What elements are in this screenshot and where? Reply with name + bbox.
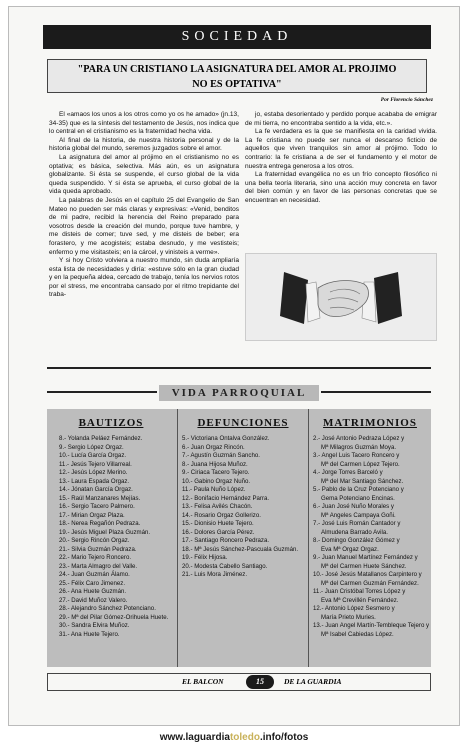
list-item: 18.- Nerea Regañón Pedraza. [59, 520, 141, 527]
article-title-line1: "PARA UN CRISTIANO LA ASIGNATURA DEL AMOR AL PROJIMO [77, 64, 397, 75]
matrimonios-heading: MATRIMONIOS [323, 417, 417, 429]
defunciones-items [178, 435, 308, 580]
list-item: 9.- Ciriaca Tacero Tejero. [182, 469, 250, 476]
list-item: 12.- Antonio López Sesmero y [313, 605, 395, 612]
article-paragraph: La fraternidad evangélica no es un frío concepto filosófico ni una bella teoría literaria, sino una acción muy concreta en favor del bien común y en favor de las personas concretas que se encuentran en necesidad. [245, 171, 437, 204]
bautizos-items [47, 435, 175, 639]
list-item: 11.- Juan Cristóbal Torres López y [313, 588, 406, 595]
article-author: Por Florencio Sánchez [380, 97, 433, 103]
list-item: 19.- Félix Hijosa. [182, 554, 228, 561]
website-watermark [0, 732, 468, 743]
watermark-part2: toledo [229, 732, 260, 743]
list-item: 5.- Victoriana Ontalva González. [182, 435, 270, 442]
list-item: 19.- Jesús Miguel Plaza Guzmán. [59, 528, 151, 536]
article-paragraph: Y si hoy Cristo volviera a nuestro mundo, sin duda ampliaría esta lista de necesidades y diría: «estuve sólo en la gran ciudad y en la pequeña aldea, cercado de trabajo, tenía los nervios rotos por el stress, me encontraba cansado por el ritmo trepidante del traba- [49, 257, 239, 299]
list-item: 24.- Juan Guzmán Álamo. [59, 571, 130, 578]
magazine-page [8, 6, 460, 726]
bautizos-heading: BAUTIZOS [78, 417, 144, 429]
list-item: 20.- Modesta Cabello Santiago. [182, 562, 268, 570]
list-item: 9.- Sergio López Orgaz. [59, 443, 124, 451]
page-number-badge: 15 [246, 675, 274, 689]
article-paragraph: La asignatura del amor al prójimo en el cristianismo no es optativa; es básica, selectiva. Más aún, es un asignatura globalizante. Si ésta se suspende, el curso global de la vida queda suspendido. Y si ésta se aprueba, el curso global de la vida queda aprobado. [49, 153, 239, 196]
list-item: 8.- Juana Hijosa Muñoz. [182, 460, 248, 468]
article-paragraph: La palabras de Jesús en el capítulo 25 del Evangelio de San Mateo no pueden ser más claras y expresivas: «Venid, benditos de mi padre, recibid la herencia del Reino preparado para vosotros desde la creación del mundo, porque tuve hambre, y me disteis de comer; tuve sed, y me disteis de beber; era forastero, y me acogisteis; estaba desnudo, y me vestisteis; enfermo y me visitasteis; en la cárcel, y vinisteis a verme». [49, 196, 239, 256]
list-item: 22.- Mario Tejero Roncero. [59, 554, 132, 561]
list-item: 27.- David Muñoz Valero. [59, 596, 128, 604]
list-item: 4.- Jorge Torres Barceló y [313, 469, 383, 476]
watermark-part1: www.laguardia [159, 732, 230, 743]
list-item: 7.- José Luis Román Cantador y [313, 520, 401, 527]
list-item: Eva Mª Crevillén Fernández. [321, 596, 399, 604]
list-item: 10.- Gabino Orgaz Nuño. [182, 477, 251, 485]
watermark-part3: .info/fotos [259, 732, 309, 743]
list-item: 14.- Jónatan García Orgaz. [59, 486, 133, 493]
list-item: 31.- Ana Huete Tejero. [59, 630, 120, 638]
list-item: 2.- José Antonio Pedraza López y [313, 435, 405, 442]
divider [321, 391, 431, 393]
list-item: Mª del Mar Santiago Sánchez. [321, 477, 404, 485]
list-item: 9.- Juan Manuel Martínez Fernández y [313, 554, 418, 561]
list-item: 21.- Silvia Guzmán Pedraza. [59, 545, 137, 553]
matrimonios-items [309, 435, 431, 639]
list-item: 20.- Sergio Rincón Orgaz. [59, 537, 130, 544]
list-item: 25.- Félix Caro Jimenez. [59, 579, 126, 587]
article-title-line2: NO ES OPTATIVA" [192, 79, 282, 90]
defunciones-heading: DEFUNCIONES [197, 417, 289, 429]
list-item: Eva Mª Orgaz Orgaz. [321, 545, 379, 553]
list-item: 13.- Felisa Avilés Chacón. [182, 503, 253, 510]
list-item: 7.- Agustín Guzmán Sancho. [182, 452, 260, 459]
bautizos-list [47, 409, 175, 667]
list-item: 18.- Mª Jesús Sánchez-Pascuala Guzmán. [182, 545, 299, 553]
list-item: 23.- Marta Almagro del Valle. [59, 562, 138, 570]
list-item: 28.- Alejandro Sánchez Potenciano. [59, 605, 156, 612]
footer-publication-left: EL BALCON [182, 677, 224, 686]
list-item: 14.- Rosario Orgaz Gollerizo. [182, 511, 261, 519]
list-item: 16.- Sergio Tacero Palmero. [59, 503, 135, 510]
list-item: 12.- Jesús López Merino. [59, 469, 128, 476]
parish-records [47, 409, 431, 667]
list-item: 10.- José Jesús Matallanos Carpintero y [313, 571, 422, 578]
list-item: 30.- Sandra Elvira Muñoz. [59, 622, 130, 629]
list-item: Mª Isabel Cabiedas López. [321, 630, 394, 638]
divider [47, 391, 157, 393]
article-paragraph: El «amaos los unos a los otros como yo os he amado» (jn.13, 34-35) que es la síntesis del testamento de Jesús, nos indica que lo central en el cristianismo es la fraternidad hecha vida. [49, 111, 239, 136]
list-item: 13.- Laura Espada Orgaz. [59, 477, 130, 485]
list-item: 11.- Paula Nuño López. [182, 486, 246, 493]
article-paragraph: jo, estaba desorientado y perdido porque acababa de emigrar de mi tierra, no encontraba sentido a la vida, etc.». [245, 111, 437, 127]
list-item: 29.- Mª del Pilar Gómez-Orihuela Huete. [59, 613, 169, 621]
vida-parroquial-banner: VIDA PARROQUIAL [159, 385, 319, 401]
list-item: 6.- Juan Orgaz Rincón. [182, 443, 245, 451]
section-header: SOCIEDAD [43, 25, 431, 49]
page-footer [47, 673, 431, 691]
list-item: Almudena Barrado Avila. [321, 528, 388, 536]
list-item: 13.- Juan Angel Martín-Tembleque Tejero y [313, 622, 430, 629]
list-item: 17.- Santiago Roncero Pedraza. [182, 537, 270, 544]
list-item: 10.- Lucía García Orgaz. [59, 452, 127, 459]
list-item: 26.- Ana Huete Guzmán. [59, 588, 127, 595]
handshake-illustration [245, 253, 437, 341]
list-item: María Prieto Muries. [321, 613, 376, 621]
list-item: 6.- Juan José Nuño Morales y [313, 503, 394, 510]
article-title-box [47, 59, 427, 93]
list-item: 3.- Angel Luis Tacero Roncero y [313, 452, 400, 459]
list-item: 17.- Mirian Orgaz Plaza. [59, 511, 125, 519]
article-column-left [49, 111, 239, 300]
list-item: 11.- Jesús Tejero Villarreal. [59, 460, 132, 468]
list-item: Mª Angeles Campaya Goñi. [321, 511, 396, 519]
article-paragraph: La fe verdadera es la que se manifiesta en la caridad vivida. La fe cristiana no puede ser nunca el descanso ficticio de aquellos que viven tranquilos sin amor al prójimo. Todo lo contrario: la fe cristiana a de ser el fundamento y el motor de nuestra entrega generosa a los otros. [245, 128, 437, 170]
list-item: 8.- Yolanda Peláez Fernández. [59, 435, 143, 442]
handshake-icon [246, 254, 436, 340]
list-item: Mª del Carmen Huete Sánchez. [321, 562, 407, 570]
list-item: 21.- Luis Mora Jiménez. [182, 571, 248, 578]
list-item: Mª del Carmen Guzmán Fernández. [321, 579, 419, 587]
divider [47, 367, 431, 369]
footer-publication-right: DE LA GUARDIA [284, 677, 342, 686]
article-paragraph: Al final de la historia, de nuestra historia personal y de la historia global del mundo, seremos juzgados sobre el amor. [49, 136, 239, 153]
matrimonios-list [309, 409, 431, 667]
list-item: Gema Potenciano Encinas. [321, 494, 395, 502]
list-item: Mª Milagros Guzmán Moya. [321, 443, 397, 451]
list-item: 8.- Domingo González Gómez y [313, 537, 400, 544]
list-item: 12.- Bonifacio Hernández Parra. [182, 494, 270, 502]
list-item: 15.- Raúl Manzanares Mejías. [59, 494, 141, 502]
list-item: 15.- Dionisio Huete Tejero. [182, 520, 254, 527]
article-column-right [245, 111, 437, 206]
list-item: 5.- Pablo de la Cruz Potenciano y [313, 486, 404, 493]
list-item: 16.- Dolores García Pérez. [182, 528, 255, 536]
defunciones-list [177, 409, 309, 667]
list-item: Mª del Carmen López Tejero. [321, 460, 400, 468]
